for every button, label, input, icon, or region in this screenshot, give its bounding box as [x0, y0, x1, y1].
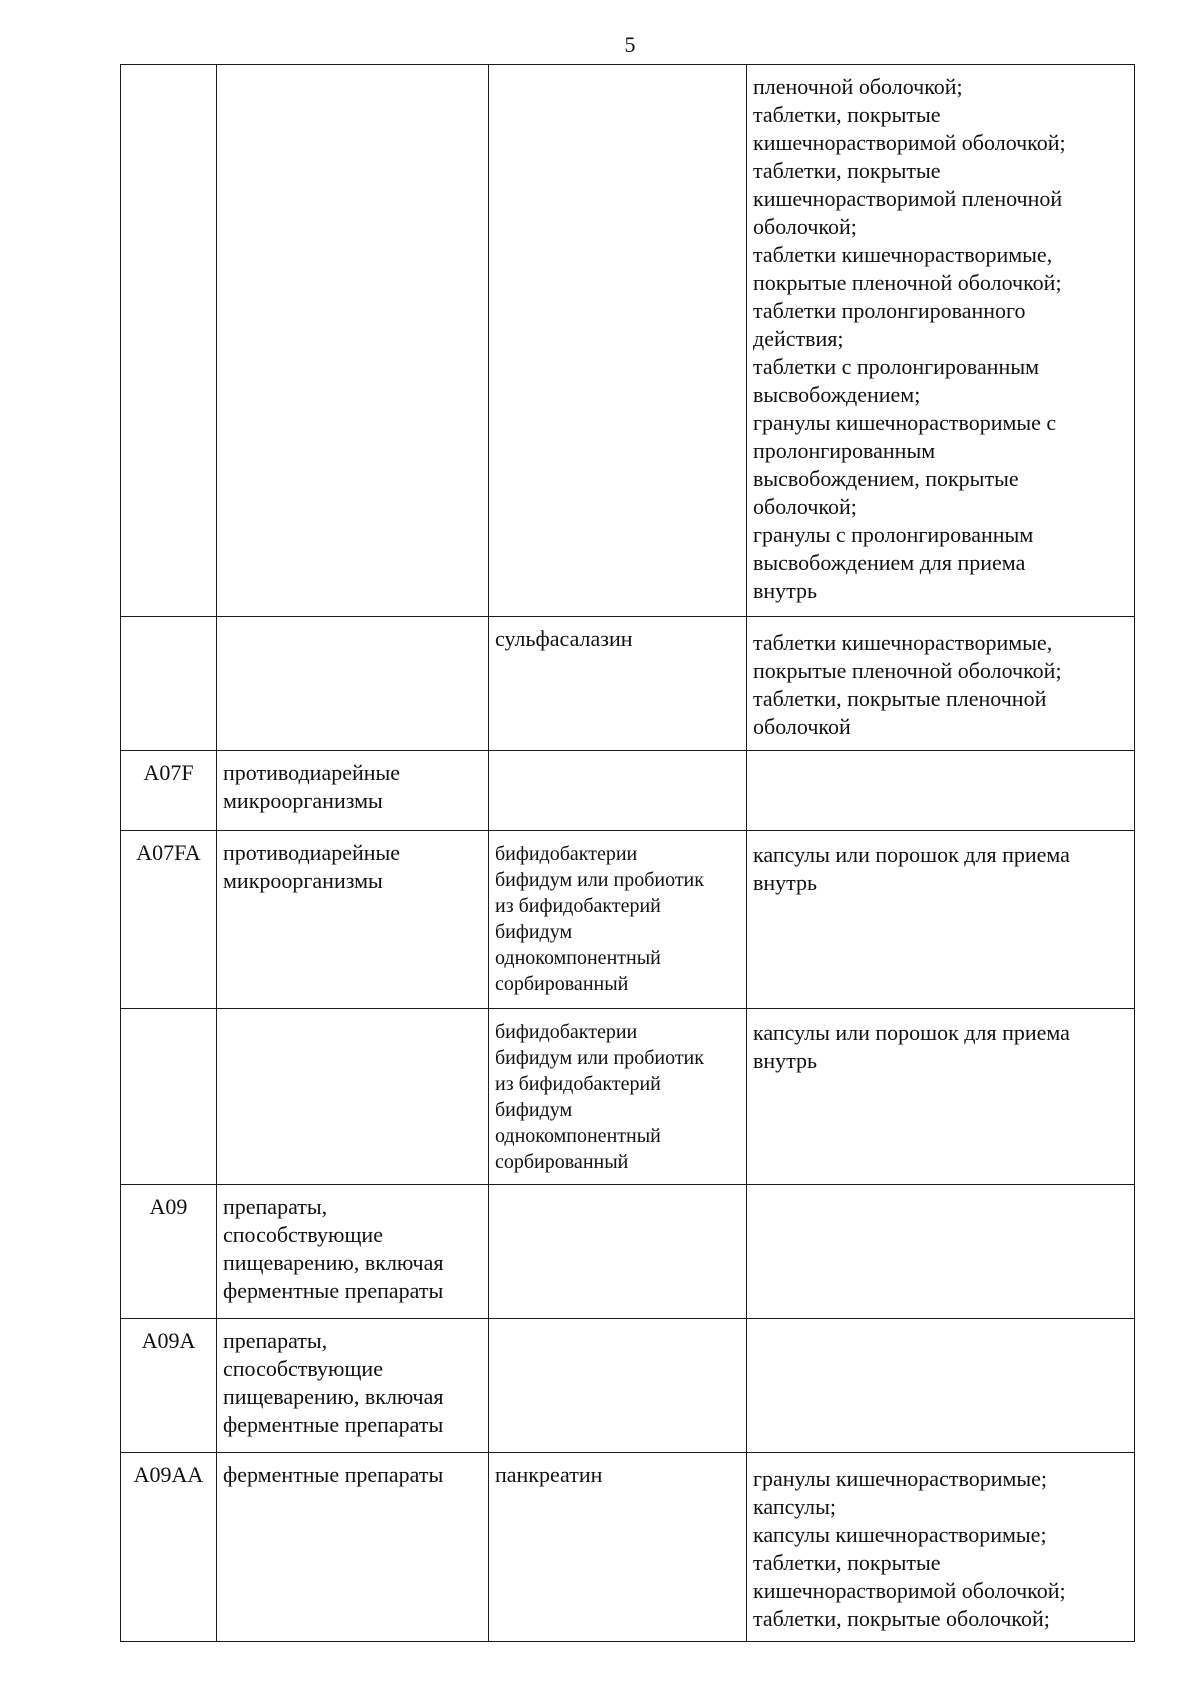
- dosage-form-line: покрытые пленочной оболочкой;: [753, 658, 1062, 683]
- dosage-form-line: капсулы или порошок для приема: [753, 1020, 1070, 1045]
- inn-line: из бифидобактерий: [495, 895, 661, 917]
- table-row: [121, 1453, 1135, 1642]
- inn-line: бифидум или пробиотик: [495, 1047, 704, 1069]
- atc-code-cell: A09: [121, 1185, 217, 1319]
- atc-code-cell: A09AA: [121, 1453, 217, 1642]
- dosage-form-line: таблетки, покрытые: [753, 158, 941, 183]
- group-line: ферментные препараты: [223, 1278, 444, 1303]
- group-cell: [217, 1453, 489, 1642]
- dosage-form-line: таблетки кишечнорастворимые,: [753, 242, 1053, 267]
- atc-code-cell: A07F: [121, 751, 217, 831]
- group-line: пищеварению, включая: [223, 1384, 444, 1409]
- dosage-forms-cell: [747, 751, 1135, 831]
- dosage-forms-cell: [747, 617, 1135, 751]
- drug-table: [120, 64, 1135, 1642]
- dosage-form-line: кишечнорастворимой оболочкой;: [753, 130, 1066, 155]
- table-row: [121, 1319, 1135, 1453]
- group-line: противодиарейные: [223, 760, 401, 785]
- inn-line: бифидум: [495, 921, 573, 943]
- group-line: пищеварению, включая: [223, 1250, 444, 1275]
- inn-cell: [489, 831, 747, 1009]
- dosage-form-line: оболочкой;: [753, 494, 857, 519]
- inn-line: однокомпонентный: [495, 947, 661, 969]
- dosage-forms-cell: [747, 1185, 1135, 1319]
- inn-line: из бифидобактерий: [495, 1073, 661, 1095]
- dosage-forms-cell: [747, 65, 1135, 617]
- group-line: способствующие: [223, 1356, 383, 1381]
- inn-line: бифидобактерии: [495, 1021, 638, 1043]
- dosage-forms-cell: [747, 1319, 1135, 1453]
- dosage-form-line: гранулы с пролонгированным: [753, 522, 1034, 547]
- dosage-form-line: кишечнорастворимой оболочкой;: [753, 1578, 1066, 1603]
- dosage-form-line: таблетки с пролонгированным: [753, 354, 1040, 379]
- dosage-form-line: таблетки кишечнорастворимые,: [753, 630, 1053, 655]
- dosage-forms-cell: [747, 831, 1135, 1009]
- inn-line: сорбированный: [495, 973, 629, 995]
- inn-line: бифидобактерии: [495, 843, 638, 865]
- dosage-form-line: внутрь: [753, 578, 818, 603]
- dosage-form-line: внутрь: [753, 1048, 818, 1073]
- group-cell: [217, 1009, 489, 1185]
- dosage-forms-cell: [747, 1009, 1135, 1185]
- dosage-form-line: таблетки, покрытые оболочкой;: [753, 1606, 1050, 1631]
- atc-code-cell: A07FA: [121, 831, 217, 1009]
- inn-cell: [489, 65, 747, 617]
- dosage-form-line: оболочкой;: [753, 214, 857, 239]
- dosage-form-line: кишечнорастворимой пленочной: [753, 186, 1063, 211]
- inn-cell: [489, 1319, 747, 1453]
- table-row: [121, 831, 1135, 1009]
- dosage-form-line: таблетки, покрытые: [753, 102, 941, 127]
- group-cell: [217, 617, 489, 751]
- group-line: микроорганизмы: [223, 788, 383, 813]
- group-line: препараты,: [223, 1328, 328, 1353]
- table-row: [121, 65, 1135, 617]
- dosage-form-line: оболочкой: [753, 714, 851, 739]
- atc-code-cell: [121, 1009, 217, 1185]
- dosage-form-line: капсулы кишечнорастворимые;: [753, 1522, 1047, 1547]
- atc-code-cell: [121, 617, 217, 751]
- inn-line: сорбированный: [495, 1151, 629, 1173]
- dosage-form-line: таблетки, покрытые: [753, 1550, 941, 1575]
- group-cell: [217, 65, 489, 617]
- dosage-form-line: гранулы кишечнорастворимые с: [753, 410, 1057, 435]
- dosage-form-line: высвобождением;: [753, 382, 921, 407]
- table-row: [121, 617, 1135, 751]
- table-row: [121, 751, 1135, 831]
- inn-cell: [489, 1009, 747, 1185]
- dosage-form-line: покрытые пленочной оболочкой;: [753, 270, 1062, 295]
- inn-line: бифидум: [495, 1099, 573, 1121]
- inn-cell: панкреатин: [489, 1453, 747, 1642]
- inn-cell: сульфасалазин: [489, 617, 747, 751]
- group-line: ферментные препараты: [223, 1462, 444, 1487]
- inn-line: бифидум или пробиотик: [495, 869, 704, 891]
- group-cell: [217, 1319, 489, 1453]
- dosage-form-line: высвобождением, покрытые: [753, 466, 1019, 491]
- page-number: 5: [624, 32, 636, 57]
- group-line: препараты,: [223, 1194, 328, 1219]
- inn-cell: [489, 1185, 747, 1319]
- group-line: микроорганизмы: [223, 868, 383, 893]
- inn-cell: [489, 751, 747, 831]
- table-row: [121, 1185, 1135, 1319]
- dosage-form-line: гранулы кишечнорастворимые;: [753, 1466, 1048, 1491]
- group-cell: [217, 1185, 489, 1319]
- group-line: ферментные препараты: [223, 1412, 444, 1437]
- dosage-form-line: таблетки, покрытые пленочной: [753, 686, 1047, 711]
- dosage-form-line: действия;: [753, 326, 844, 351]
- dosage-form-line: высвобождением для приема: [753, 550, 1026, 575]
- dosage-form-line: таблетки пролонгированного: [753, 298, 1026, 323]
- group-line: способствующие: [223, 1222, 383, 1247]
- dosage-form-line: пролонгированным: [753, 438, 936, 463]
- dosage-form-line: капсулы;: [753, 1494, 836, 1519]
- atc-code-cell: [121, 65, 217, 617]
- atc-code-cell: A09A: [121, 1319, 217, 1453]
- dosage-form-line: капсулы или порошок для приема: [753, 842, 1070, 867]
- inn-line: однокомпонентный: [495, 1125, 661, 1147]
- group-line: противодиарейные: [223, 840, 401, 865]
- dosage-form-line: внутрь: [753, 870, 818, 895]
- dosage-forms-cell: [747, 1453, 1135, 1642]
- table-row: [121, 1009, 1135, 1185]
- group-cell: [217, 751, 489, 831]
- dosage-form-line: пленочной оболочкой;: [753, 74, 963, 99]
- group-cell: [217, 831, 489, 1009]
